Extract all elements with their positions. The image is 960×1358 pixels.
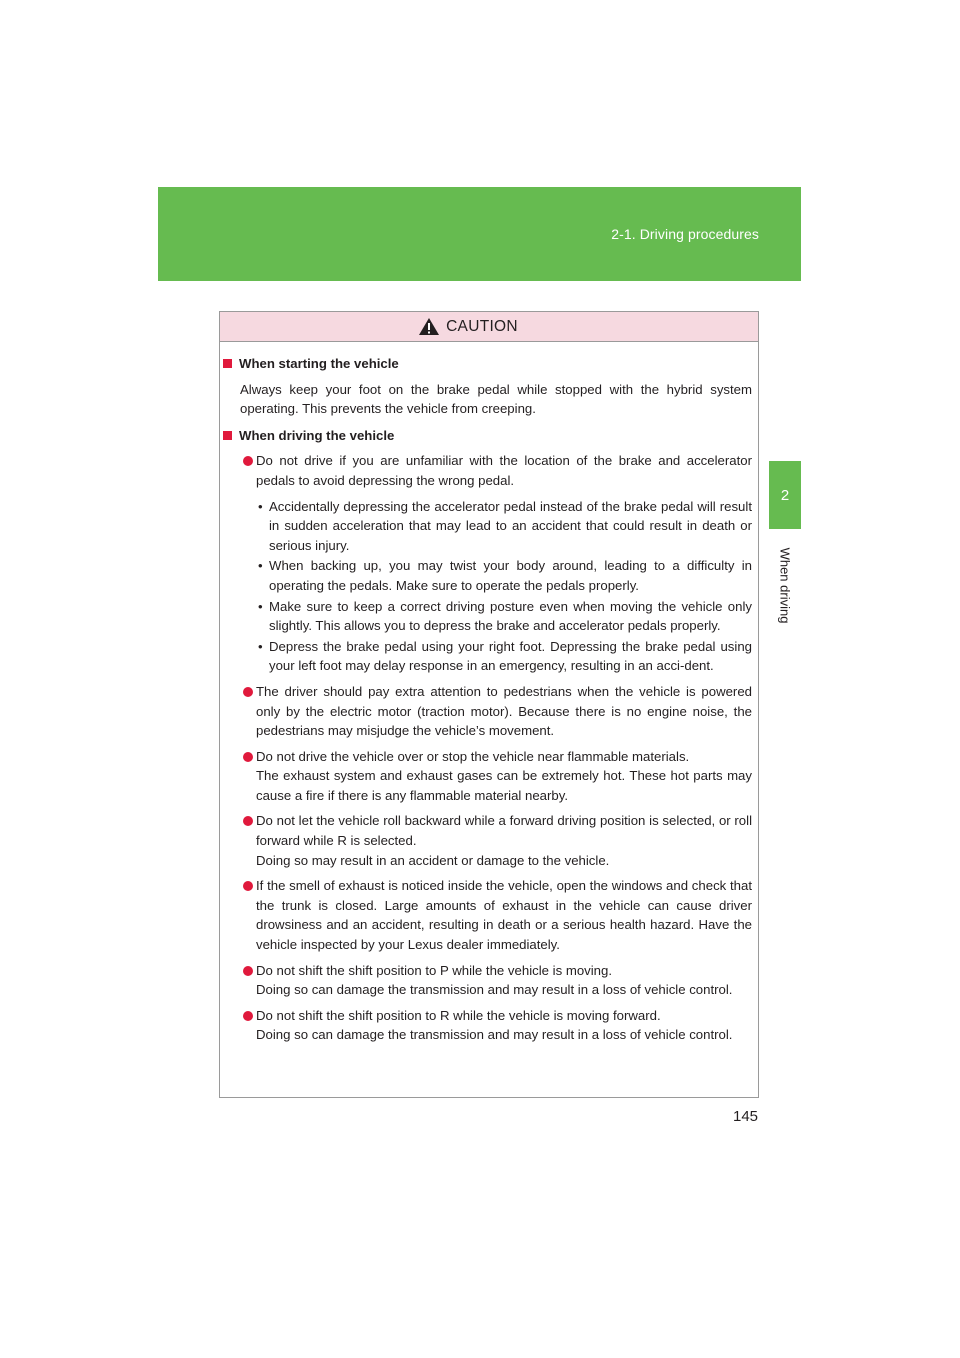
- list-item-text: Do not drive if you are unfamiliar with the location of the brake and accelerator pedals to avoid depressing the wrong pedal.: [256, 453, 752, 488]
- list-item: [223, 747, 752, 806]
- sub-item: • Depress the brake pedal using your right foot. Depressing the brake pedal using your left foot may delay response in an emergency, resulting in an acci-dent.: [258, 637, 752, 676]
- list-item: [223, 876, 752, 954]
- circle-bullet-icon: [243, 456, 253, 466]
- circle-bullet-icon: [243, 1011, 253, 1021]
- sub-item-text: Accidentally depressing the accelerator pedal instead of the brake pedal will result in sudden acceleration that may lead to an accident that could result in death or serious injury.: [269, 498, 752, 553]
- list-item-text: The driver should pay extra attention to pedestrians when the vehicle is powered only by the electric motor (traction motor). Because there is no engine noise, the pedestrians may misjudge the vehicle’s movement.: [256, 683, 752, 739]
- sub-item: • When backing up, you may twist your body around, leading to a difficulty in operating the pedals. Make sure to operate the pedals properly.: [258, 556, 752, 595]
- list-item: [223, 682, 752, 741]
- chapter-tab: [769, 461, 801, 529]
- square-bullet-icon: [223, 359, 232, 368]
- sub-item-text: When backing up, you may twist your body around, leading to a difficulty in operating the pedals. Make sure to operate the pedals properly.: [269, 558, 752, 593]
- sub-item-text: Depress the brake pedal using your right foot. Depressing the brake pedal using your left foot may delay response in an emergency, resulting in an acci-dent.: [269, 638, 752, 674]
- list-item-text: [256, 961, 752, 1000]
- circle-bullet-icon: [243, 816, 253, 826]
- section-text: Always keep your foot on the brake pedal while stopped with the hybrid system operating. This prevents the vehicle from creeping.: [240, 381, 752, 417]
- circle-bullet-icon: [243, 966, 253, 976]
- chapter-number: 2: [780, 486, 790, 504]
- list-item-line: Do not shift the shift position to P while the vehicle is moving.: [256, 962, 613, 978]
- circle-bullet-icon: [243, 752, 253, 762]
- section-heading: [223, 354, 752, 374]
- list-item: [223, 811, 752, 870]
- caution-box: [219, 311, 759, 1098]
- warning-icon: [418, 317, 440, 336]
- list-item: [223, 961, 752, 1000]
- section-heading: [223, 426, 752, 446]
- list-item: [223, 1006, 752, 1045]
- sub-item: • Accidentally depressing the accelerator pedal instead of the brake pedal will result in sudden acceleration that may lead to an accident that could result in death or serious injury.: [258, 497, 752, 556]
- list-item-line: Do not drive the vehicle over or stop the vehicle near flammable materials.: [256, 748, 690, 764]
- sub-item-text: Make sure to keep a correct driving posture even when moving the vehicle only slightly. This allows you to depress the brake and accelerator pedals properly.: [269, 598, 752, 634]
- caution-title: CAUTION: [446, 317, 518, 335]
- section-title: 2-1. Driving procedures: [611, 226, 759, 242]
- section-heading-text: When driving the vehicle: [239, 427, 395, 443]
- section-heading-text: When starting the vehicle: [239, 356, 399, 371]
- list-item-text: If the smell of exhaust is noticed inside the vehicle, open the windows and check that the trunk is closed. Large amounts of exhaust in the vehicle can cause driver drowsiness and an accident, resulting in death or a serious health hazard. Have the vehicle inspected by your Lexus dealer immediately.: [256, 878, 752, 953]
- caution-header: [220, 312, 758, 342]
- sub-list: [223, 497, 752, 676]
- page-number: 145: [733, 1108, 759, 1125]
- list-item: [223, 451, 752, 490]
- section-driving: [223, 426, 752, 1045]
- chapter-label: [762, 540, 808, 630]
- section-starting: [223, 354, 752, 419]
- list-item-line: Doing so can damage the transmission and may result in a loss of vehicle control.: [256, 982, 733, 998]
- list-item-line: Doing so may result in an accident or damage to the vehicle.: [256, 852, 610, 868]
- list-item-text: [256, 811, 752, 870]
- sub-item: • Make sure to keep a correct driving posture even when moving the vehicle only slightly. This allows you to depress the brake and accelerator pedals properly.: [258, 597, 752, 636]
- list-item-line: The exhaust system and exhaust gases can be extremely hot. These hot parts may cause a fire if there is any flammable material nearby.: [256, 768, 752, 803]
- circle-bullet-icon: [243, 881, 253, 891]
- square-bullet-icon: [223, 431, 232, 440]
- circle-bullet-icon: [243, 687, 253, 697]
- list-item-text: [256, 747, 752, 806]
- list-item-line: Do not let the vehicle roll backward while a forward driving position is selected, or roll forward while R is selected.: [256, 813, 752, 849]
- list-item-text: [256, 1006, 752, 1045]
- list-item-line: Doing so can damage the transmission and may result in a loss of vehicle control.: [256, 1027, 733, 1043]
- list-item-line: Do not shift the shift position to R while the vehicle is moving forward.: [256, 1007, 661, 1023]
- chapter-label-text: When driving: [777, 547, 793, 623]
- caution-body: [220, 342, 758, 1045]
- header-band: [158, 187, 801, 281]
